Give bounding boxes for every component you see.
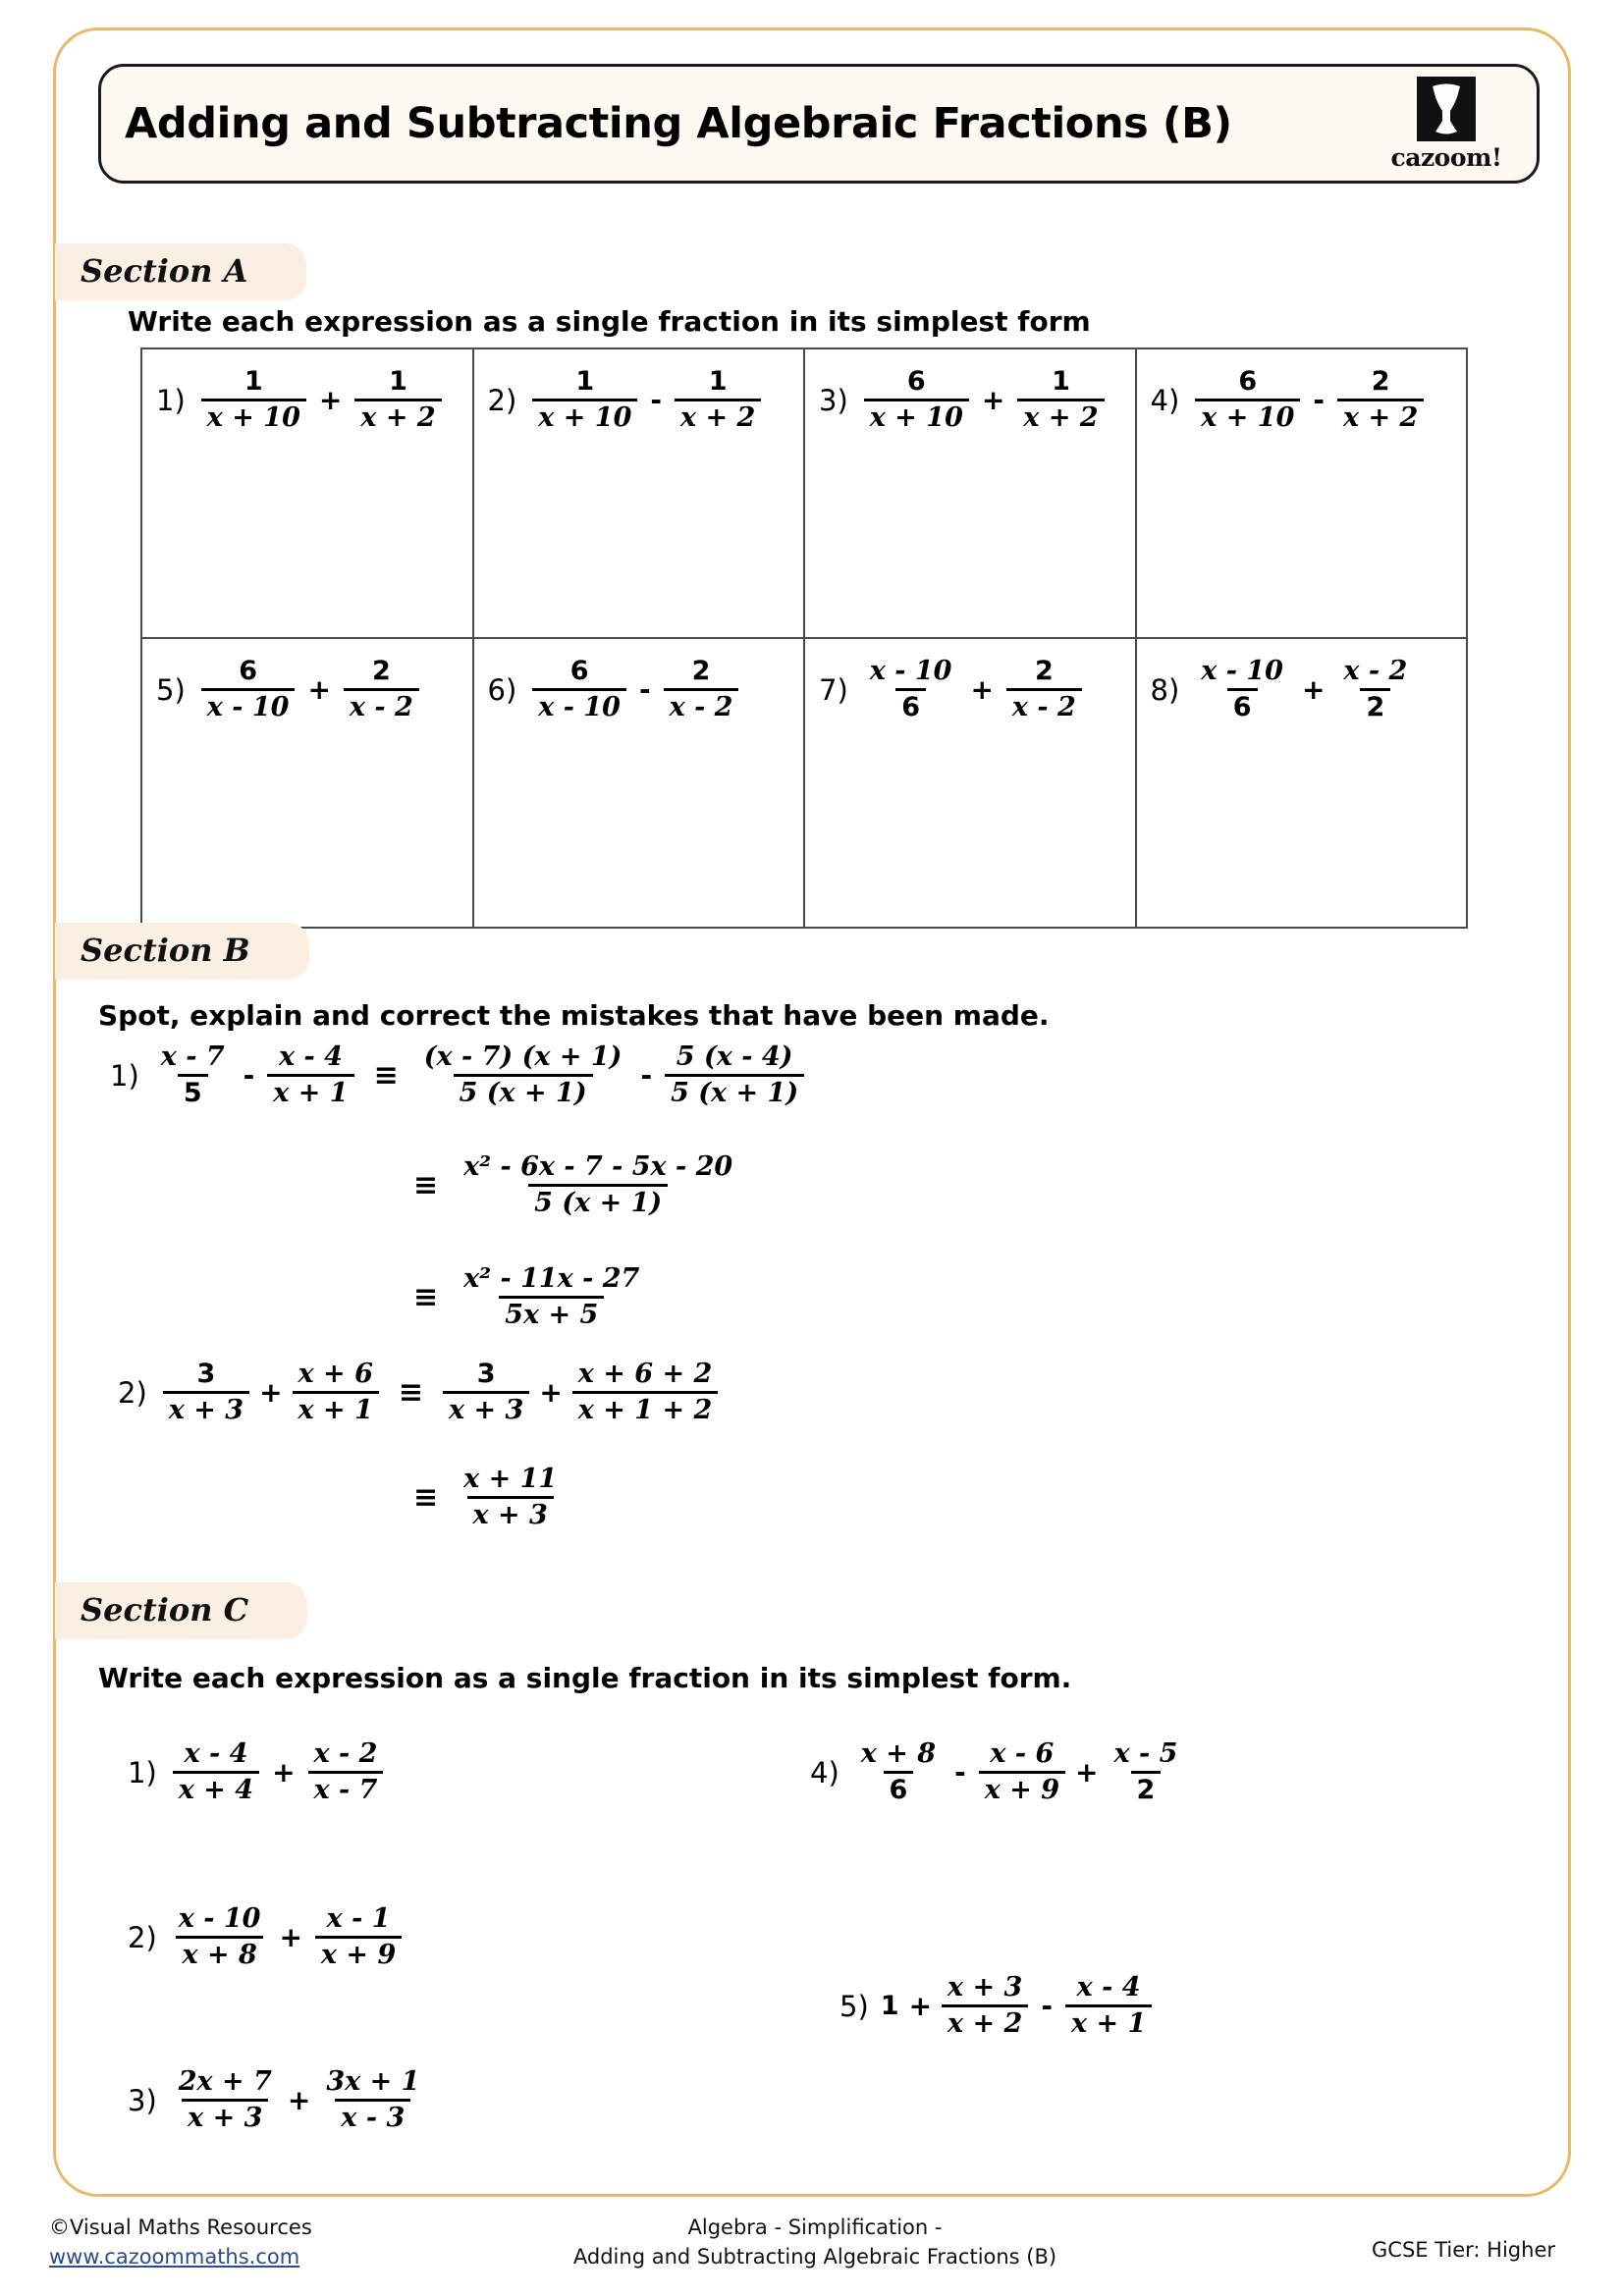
operator: + bbox=[1301, 673, 1326, 707]
footer-left bbox=[49, 2213, 312, 2272]
numerator: 1 bbox=[575, 366, 595, 397]
fraction-1 bbox=[197, 657, 299, 722]
denominator: 6 bbox=[895, 688, 926, 722]
operator: + bbox=[259, 1376, 283, 1410]
numerator: 6 bbox=[906, 366, 926, 397]
section-c-label: Section C bbox=[55, 1582, 307, 1639]
question-cell-6[interactable] bbox=[473, 638, 805, 928]
fraction-1 bbox=[197, 367, 310, 433]
topic-line-1: Algebra - Simplification - bbox=[687, 2216, 943, 2239]
denominator: x - 10 bbox=[532, 688, 626, 722]
fraction-step3 bbox=[454, 1264, 649, 1330]
numerator: x - 10 bbox=[1201, 656, 1283, 686]
numerator: 1 bbox=[389, 366, 407, 397]
page-footer bbox=[0, 2211, 1624, 2289]
question-cell-5[interactable] bbox=[141, 638, 473, 928]
section-c-q5[interactable] bbox=[839, 1973, 1156, 2039]
denominator: x + 2 bbox=[354, 399, 441, 433]
fraction-rhs-2 bbox=[568, 1360, 723, 1425]
fraction-2 bbox=[1013, 367, 1108, 433]
fraction-2 bbox=[671, 367, 765, 433]
numerator: x + 3 bbox=[947, 1972, 1023, 2002]
denominator: x + 1 bbox=[1065, 2004, 1152, 2039]
numerator: 6 bbox=[569, 656, 589, 686]
fraction-2 bbox=[1061, 1973, 1156, 2039]
fraction-1 bbox=[1191, 367, 1304, 433]
numerator: (x - 7) (x + 1) bbox=[423, 1041, 623, 1072]
fraction-2 bbox=[660, 657, 743, 722]
operator: + bbox=[970, 673, 994, 707]
numerator: x + 8 bbox=[860, 1738, 937, 1769]
fraction-2 bbox=[316, 2067, 429, 2133]
question-number: 1) bbox=[128, 1755, 157, 1789]
page-title: Adding and Subtracting Algebraic Fractions (B) bbox=[125, 99, 1232, 148]
denominator: 5 (x + 1) bbox=[665, 1074, 804, 1108]
denominator: 5 bbox=[178, 1074, 208, 1108]
operator: - bbox=[640, 1059, 653, 1093]
numerator: x + 11 bbox=[463, 1464, 558, 1494]
numerator: x² - 11x - 27 bbox=[463, 1263, 640, 1294]
denominator: x + 1 bbox=[293, 1391, 379, 1425]
question-cell-2[interactable] bbox=[473, 348, 805, 638]
denominator: x + 9 bbox=[979, 1771, 1065, 1805]
fraction-1 bbox=[1191, 657, 1293, 722]
denominator: x - 3 bbox=[335, 2099, 410, 2133]
denominator: x + 10 bbox=[201, 399, 306, 433]
fraction-step2 bbox=[454, 1465, 567, 1530]
question-cell-4[interactable] bbox=[1136, 348, 1468, 638]
numerator: x + 6 bbox=[298, 1359, 373, 1389]
fraction-1 bbox=[169, 1739, 263, 1805]
topic-line-2: Adding and Subtracting Algebraic Fractions (B) bbox=[572, 2245, 1057, 2269]
question-number: 2) bbox=[487, 383, 517, 417]
fraction-rhs-1 bbox=[414, 1042, 632, 1108]
section-a-instruction: Write each expression as a single fraction in its simplest form bbox=[128, 305, 1091, 338]
numerator: 2 bbox=[371, 656, 391, 686]
numerator: 6 bbox=[1238, 366, 1258, 397]
fraction-2 bbox=[975, 1739, 1069, 1805]
question-cell-1[interactable] bbox=[141, 348, 473, 638]
denominator: x + 3 bbox=[182, 2099, 268, 2133]
denominator: x - 2 bbox=[664, 688, 739, 722]
fraction-2 bbox=[311, 1904, 406, 1970]
numerator: x - 6 bbox=[990, 1738, 1055, 1769]
numerator: 1 bbox=[708, 366, 728, 397]
denominator: x + 1 + 2 bbox=[572, 1391, 719, 1425]
numerator: x - 1 bbox=[326, 1903, 391, 1934]
section-b-instruction: Spot, explain and correct the mistakes that have been made. bbox=[98, 999, 1050, 1032]
fraction-1 bbox=[169, 1904, 271, 1970]
numerator: 3x + 1 bbox=[326, 2066, 420, 2097]
numerator: 5 (x - 4) bbox=[676, 1041, 793, 1072]
drum-icon bbox=[1417, 77, 1476, 141]
fraction-lhs-2 bbox=[289, 1360, 383, 1425]
question-number: 1) bbox=[110, 1058, 139, 1093]
equivalence-sign: ≡ bbox=[413, 1168, 439, 1203]
section-c-q4[interactable] bbox=[810, 1739, 1187, 1805]
table-row bbox=[141, 638, 1467, 928]
fraction-2 bbox=[1002, 657, 1086, 722]
question-number: 3) bbox=[819, 383, 848, 417]
denominator: x - 2 bbox=[344, 688, 419, 722]
numerator: 2 bbox=[1371, 366, 1390, 397]
denominator: x + 3 bbox=[443, 1391, 529, 1425]
operator: - bbox=[650, 384, 662, 417]
denominator: x + 4 bbox=[173, 1771, 259, 1805]
question-number: 2) bbox=[128, 1920, 157, 1954]
numerator: x - 4 bbox=[184, 1738, 248, 1769]
fraction-2 bbox=[304, 1739, 388, 1805]
denominator: x + 2 bbox=[675, 399, 761, 433]
fraction-1 bbox=[938, 1973, 1032, 2039]
operator: + bbox=[279, 1921, 302, 1954]
denominator: x + 2 bbox=[942, 2004, 1028, 2039]
fraction-1 bbox=[851, 1739, 946, 1805]
question-number: 5) bbox=[156, 672, 186, 707]
denominator: 5 (x + 1) bbox=[454, 1074, 593, 1108]
question-number: 5) bbox=[839, 1989, 869, 2023]
denominator: x + 3 bbox=[163, 1391, 249, 1425]
question-cell-3[interactable] bbox=[804, 348, 1136, 638]
operator: + bbox=[272, 1756, 296, 1789]
fraction-3 bbox=[1104, 1739, 1187, 1805]
operator: + bbox=[318, 384, 343, 417]
fraction-2 bbox=[1333, 657, 1417, 722]
denominator: x + 1 bbox=[267, 1074, 353, 1108]
question-number: 4) bbox=[1150, 383, 1180, 417]
question-number: 1) bbox=[156, 383, 186, 417]
denominator: x - 10 bbox=[201, 688, 296, 722]
numerator: 3 bbox=[476, 1359, 496, 1389]
denominator: 2 bbox=[1360, 688, 1390, 722]
operator: - bbox=[243, 1059, 255, 1093]
numerator: x + 6 + 2 bbox=[577, 1359, 713, 1389]
copyright-text: ©Visual Maths Resources bbox=[49, 2216, 312, 2239]
operator-2: + bbox=[1075, 1756, 1099, 1789]
denominator: x + 10 bbox=[1195, 399, 1300, 433]
denominator: x - 2 bbox=[1006, 688, 1082, 722]
question-cell-8[interactable] bbox=[1136, 638, 1468, 928]
operator: + bbox=[981, 384, 1005, 417]
denominator: x + 10 bbox=[532, 399, 637, 433]
numerator: 2x + 7 bbox=[178, 2066, 272, 2097]
worksheet-title-box bbox=[98, 64, 1540, 184]
numerator: x - 2 bbox=[1343, 656, 1408, 686]
footer-topic bbox=[491, 2213, 1139, 2272]
section-a-table bbox=[140, 347, 1468, 929]
fraction-1 bbox=[528, 367, 641, 433]
numerator: 6 bbox=[239, 656, 257, 686]
operator-1: - bbox=[954, 1756, 966, 1789]
question-number: 4) bbox=[810, 1755, 839, 1789]
operator: + bbox=[539, 1376, 563, 1410]
numerator: x² - 6x - 7 - 5x - 20 bbox=[463, 1151, 733, 1182]
equivalence-sign: ≡ bbox=[373, 1058, 399, 1094]
denominator: 6 bbox=[1227, 688, 1258, 722]
footer-tier: GCSE Tier: Higher bbox=[1372, 2238, 1555, 2262]
denominator: x + 9 bbox=[315, 1936, 402, 1970]
equivalence-sign: ≡ bbox=[413, 1280, 439, 1315]
denominator: x + 3 bbox=[467, 1496, 554, 1530]
fraction-rhs-2 bbox=[661, 1042, 808, 1108]
denominator: 2 bbox=[1131, 1771, 1162, 1805]
denominator: 5x + 5 bbox=[499, 1296, 604, 1330]
fraction-lhs-1 bbox=[159, 1360, 253, 1425]
denominator: x + 2 bbox=[1017, 399, 1104, 433]
section-c-q2[interactable] bbox=[128, 1904, 406, 1970]
numerator: 1 bbox=[1052, 366, 1070, 397]
section-b-q1-line1 bbox=[110, 1042, 808, 1108]
denominator: 6 bbox=[884, 1771, 914, 1805]
denominator: x + 8 bbox=[176, 1936, 262, 1970]
section-a-label: Section A bbox=[55, 243, 306, 300]
section-b-q1-line2 bbox=[398, 1152, 742, 1218]
operator: - bbox=[638, 673, 651, 707]
denominator: x + 2 bbox=[1337, 399, 1424, 433]
fraction-2 bbox=[351, 367, 445, 433]
numerator: 1 bbox=[244, 366, 263, 397]
question-cell-7[interactable] bbox=[804, 638, 1136, 928]
fraction-lhs-1 bbox=[151, 1042, 235, 1108]
section-b-q1-line3 bbox=[398, 1264, 649, 1330]
fraction-1 bbox=[169, 2067, 282, 2133]
numerator: x - 7 bbox=[160, 1041, 225, 1072]
section-b-q2-line1 bbox=[118, 1360, 722, 1425]
fraction-1 bbox=[860, 367, 973, 433]
section-b-q2-line2 bbox=[398, 1465, 567, 1530]
operator-1: - bbox=[1041, 1990, 1053, 2023]
leading-term: 1 bbox=[880, 1991, 899, 2022]
numerator: x - 10 bbox=[178, 1903, 261, 1934]
fraction-2 bbox=[340, 657, 423, 722]
website-link[interactable]: www.cazoommaths.com bbox=[49, 2245, 300, 2269]
numerator: x - 10 bbox=[869, 656, 952, 686]
denominator: 5 (x + 1) bbox=[528, 1184, 668, 1218]
equivalence-sign: ≡ bbox=[398, 1375, 423, 1411]
fraction-1 bbox=[528, 657, 630, 722]
numerator: x - 2 bbox=[313, 1738, 378, 1769]
numerator: x - 4 bbox=[278, 1041, 343, 1072]
numerator: 2 bbox=[1034, 656, 1054, 686]
fraction-lhs-2 bbox=[263, 1042, 357, 1108]
fraction-rhs-1 bbox=[439, 1360, 533, 1425]
fraction-step2 bbox=[454, 1152, 742, 1218]
fraction-2 bbox=[1333, 367, 1428, 433]
question-number: 7) bbox=[819, 672, 848, 707]
denominator: x + 10 bbox=[864, 399, 969, 433]
fraction-1 bbox=[860, 657, 962, 722]
section-c-q1[interactable] bbox=[128, 1739, 387, 1805]
section-c-q3[interactable] bbox=[128, 2067, 429, 2133]
numerator: 2 bbox=[691, 656, 711, 686]
equivalence-sign: ≡ bbox=[413, 1480, 439, 1516]
operator: + bbox=[287, 2084, 311, 2117]
denominator: x - 7 bbox=[308, 1771, 384, 1805]
question-number: 6) bbox=[487, 672, 517, 707]
question-number: 2) bbox=[118, 1375, 147, 1410]
numerator: x - 4 bbox=[1076, 1972, 1141, 2002]
logo-wordmark: cazoom! bbox=[1390, 142, 1502, 172]
section-c-instruction: Write each expression as a single fraction in its simplest form. bbox=[98, 1662, 1072, 1694]
cazoom-logo bbox=[1381, 73, 1511, 175]
numerator: 3 bbox=[196, 1359, 216, 1389]
section-b-label: Section B bbox=[55, 923, 309, 980]
operator: + bbox=[307, 673, 331, 707]
table-row bbox=[141, 348, 1467, 638]
operator-0: + bbox=[908, 1990, 933, 2023]
question-number: 8) bbox=[1150, 672, 1180, 707]
numerator: x - 5 bbox=[1113, 1738, 1178, 1769]
operator: - bbox=[1313, 384, 1325, 417]
question-number: 3) bbox=[128, 2083, 157, 2117]
